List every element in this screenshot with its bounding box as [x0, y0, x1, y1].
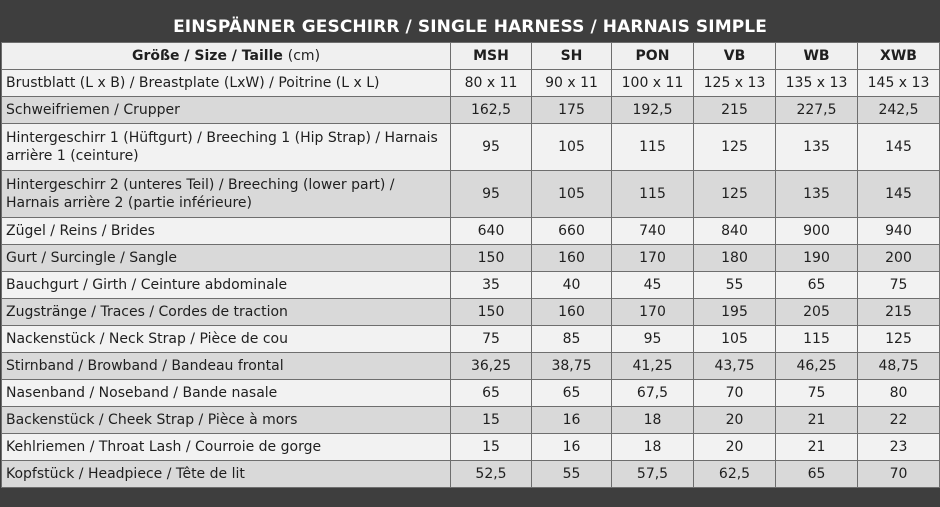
table-row: [2, 171, 940, 218]
table-cell: 175: [532, 97, 612, 124]
unit-label: (cm): [287, 48, 321, 64]
table-cell: 115: [612, 171, 694, 218]
table-cell: 150: [451, 299, 532, 326]
row-label: Stirnband / Browband / Bandeau frontal: [2, 353, 451, 380]
table-cell: 242,5: [858, 97, 940, 124]
table-cell: 75: [451, 326, 532, 353]
table-row: [2, 299, 940, 326]
row-label: Bauchgurt / Girth / Ceinture abdominale: [2, 272, 451, 299]
table-cell: 205: [776, 299, 858, 326]
column-header-size: SH: [532, 43, 612, 70]
table-cell: 115: [776, 326, 858, 353]
table-cell: 21: [776, 434, 858, 461]
row-label: Zügel / Reins / Brides: [2, 218, 451, 245]
table-cell: 192,5: [612, 97, 694, 124]
table-cell: 45: [612, 272, 694, 299]
table-cell: 80: [858, 380, 940, 407]
size-label-text: Größe / Size / Taille: [131, 48, 283, 64]
table-row: [2, 272, 940, 299]
table-cell: 65: [776, 272, 858, 299]
table-cell: 145 x 13: [858, 70, 940, 97]
table-cell: 160: [532, 299, 612, 326]
table-cell: 200: [858, 245, 940, 272]
column-header-size: PON: [612, 43, 694, 70]
table-row: [2, 70, 940, 97]
table-cell: 95: [451, 171, 532, 218]
table-cell: 125 x 13: [694, 70, 776, 97]
table-cell: 21: [776, 407, 858, 434]
table-cell: 195: [694, 299, 776, 326]
table-cell: 215: [694, 97, 776, 124]
table-cell: 160: [532, 245, 612, 272]
row-label: Schweifriemen / Crupper: [2, 97, 451, 124]
table-cell: 80 x 11: [451, 70, 532, 97]
table-cell: 100 x 11: [612, 70, 694, 97]
table-cell: 95: [612, 326, 694, 353]
table-cell: 65: [776, 461, 858, 488]
row-label: Gurt / Surcingle / Sangle: [2, 245, 451, 272]
table-cell: 85: [532, 326, 612, 353]
table-row: [2, 380, 940, 407]
table-row: [2, 245, 940, 272]
table-header-row: [2, 43, 940, 70]
table-cell: 660: [532, 218, 612, 245]
table-cell: 18: [612, 407, 694, 434]
table-cell: 180: [694, 245, 776, 272]
table-cell: 57,5: [612, 461, 694, 488]
table-cell: 43,75: [694, 353, 776, 380]
table-row: [2, 326, 940, 353]
table-cell: 35: [451, 272, 532, 299]
table-cell: 75: [776, 380, 858, 407]
chart-title: EINSPÄNNER GESCHIRR / SINGLE HARNESS / HARNAIS SIMPLE: [173, 17, 767, 37]
table-cell: 15: [451, 407, 532, 434]
table-cell: 23: [858, 434, 940, 461]
table-cell: 227,5: [776, 97, 858, 124]
table-row: [2, 461, 940, 488]
table-cell: 125: [694, 171, 776, 218]
row-label: Kopfstück / Headpiece / Tête de lit: [2, 461, 451, 488]
table-cell: 38,75: [532, 353, 612, 380]
row-label: Backenstück / Cheek Strap / Pièce à mors: [2, 407, 451, 434]
table-cell: 215: [858, 299, 940, 326]
table-cell: 940: [858, 218, 940, 245]
table-row: [2, 97, 940, 124]
table-cell: 95: [451, 124, 532, 171]
table-cell: 62,5: [694, 461, 776, 488]
table-cell: 55: [694, 272, 776, 299]
table-cell: 55: [532, 461, 612, 488]
table-row: [2, 218, 940, 245]
table-cell: 52,5: [451, 461, 532, 488]
table-cell: 16: [532, 434, 612, 461]
row-label: Nackenstück / Neck Strap / Pièce de cou: [2, 326, 451, 353]
table-cell: 16: [532, 407, 612, 434]
table-cell: 170: [612, 245, 694, 272]
table-cell: 18: [612, 434, 694, 461]
table-cell: 46,25: [776, 353, 858, 380]
row-label: Hintergeschirr 1 (Hüftgurt) / Breeching 1 (Hip Strap) / Harnais arrière 1 (ceinture): [2, 124, 451, 171]
row-label: Brustblatt (L x B) / Breastplate (LxW) / Poitrine (L x L): [2, 70, 451, 97]
table-cell: 640: [451, 218, 532, 245]
table-cell: 900: [776, 218, 858, 245]
column-header-size: XWB: [858, 43, 940, 70]
size-table: [1, 42, 940, 488]
table-cell: 65: [451, 380, 532, 407]
row-label: Zugstränge / Traces / Cordes de traction: [2, 299, 451, 326]
table-cell: 36,25: [451, 353, 532, 380]
table-cell: 20: [694, 407, 776, 434]
column-header-size-label: [2, 43, 451, 70]
table-cell: 190: [776, 245, 858, 272]
table-cell: 75: [858, 272, 940, 299]
table-cell: 145: [858, 171, 940, 218]
table-cell: 48,75: [858, 353, 940, 380]
column-header-size: MSH: [451, 43, 532, 70]
table-cell: 840: [694, 218, 776, 245]
table-row: [2, 434, 940, 461]
column-header-size: VB: [694, 43, 776, 70]
row-label: Hintergeschirr 2 (unteres Teil) / Breeching (lower part) / Harnais arrière 2 (partie inférieure): [2, 171, 451, 218]
table-cell: 65: [532, 380, 612, 407]
table-cell: 40: [532, 272, 612, 299]
table-cell: 15: [451, 434, 532, 461]
table-row: [2, 353, 940, 380]
column-header-size: WB: [776, 43, 858, 70]
table-cell: 170: [612, 299, 694, 326]
table-cell: 90 x 11: [532, 70, 612, 97]
table-cell: 70: [858, 461, 940, 488]
table-cell: 41,25: [612, 353, 694, 380]
table-cell: 135: [776, 124, 858, 171]
table-row: [2, 407, 940, 434]
table-cell: 125: [694, 124, 776, 171]
table-cell: 115: [612, 124, 694, 171]
row-label: Kehlriemen / Throat Lash / Courroie de gorge: [2, 434, 451, 461]
table-cell: 740: [612, 218, 694, 245]
table-cell: 105: [532, 171, 612, 218]
table-cell: 105: [694, 326, 776, 353]
table-cell: 162,5: [451, 97, 532, 124]
row-label: Nasenband / Noseband / Bande nasale: [2, 380, 451, 407]
table-row: [2, 124, 940, 171]
table-cell: 70: [694, 380, 776, 407]
table-cell: 150: [451, 245, 532, 272]
table-cell: 22: [858, 407, 940, 434]
table-cell: 105: [532, 124, 612, 171]
table-cell: 135: [776, 171, 858, 218]
table-cell: 135 x 13: [776, 70, 858, 97]
table-cell: 67,5: [612, 380, 694, 407]
table-cell: 125: [858, 326, 940, 353]
table-cell: 20: [694, 434, 776, 461]
table-cell: 145: [858, 124, 940, 171]
